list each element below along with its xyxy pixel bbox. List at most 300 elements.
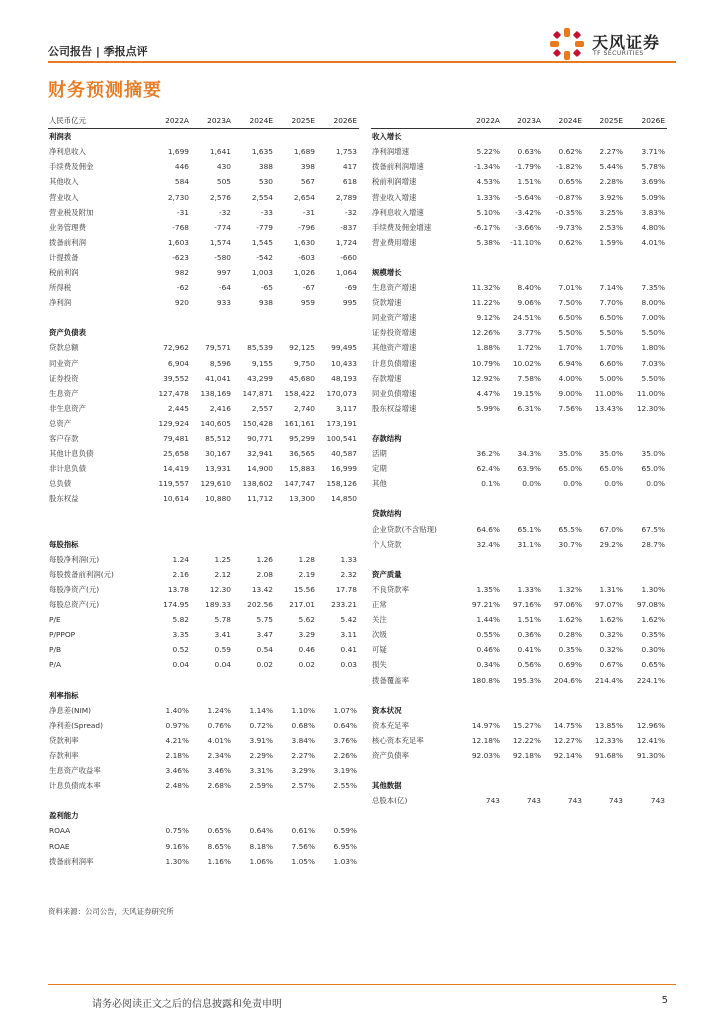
- cell-value: 13.43%: [594, 403, 623, 413]
- cell-value: 1,699: [167, 147, 189, 157]
- cell-value: 19.15%: [512, 388, 541, 398]
- cell-value: 9.12%: [476, 313, 500, 323]
- cell-value: -774: [214, 222, 231, 232]
- cell-value: 1,724: [335, 237, 357, 247]
- cell-value: 10,614: [163, 494, 189, 504]
- spacer: [371, 250, 667, 265]
- cell-value: 2.53%: [599, 222, 623, 232]
- page-number: 5: [661, 995, 668, 1006]
- table-row: [48, 416, 359, 431]
- cell-value: 3.46%: [165, 766, 189, 776]
- cell-value: -779: [256, 222, 273, 232]
- cell-value: 17.78: [335, 584, 357, 594]
- row-label: 营业税及附加: [49, 207, 94, 217]
- cell-value: 0.35%: [641, 630, 665, 640]
- cell-value: 1.31%: [599, 584, 623, 594]
- row-label: 总负债: [49, 479, 72, 489]
- table-row: [48, 461, 359, 476]
- cell-value: 140,605: [200, 418, 231, 428]
- table-row: [371, 582, 667, 597]
- cell-value: 6.95%: [333, 841, 357, 851]
- cell-value: 0.63%: [517, 147, 541, 157]
- cell-value: 4.21%: [165, 735, 189, 745]
- cell-value: 189.33: [205, 600, 231, 610]
- cell-value: 1.59%: [599, 237, 623, 247]
- row-label: 关注: [372, 615, 387, 625]
- cell-value: 0.68%: [291, 720, 315, 730]
- table-row: [371, 718, 667, 733]
- cell-value: 180.8%: [471, 675, 500, 685]
- cell-value: 10.79%: [471, 358, 500, 368]
- cell-value: 2,789: [335, 192, 357, 202]
- cell-value: 36,565: [289, 449, 315, 459]
- row-label: 计息负债增速: [372, 358, 417, 368]
- cell-value: 1.70%: [599, 343, 623, 353]
- cell-value: 446: [174, 162, 189, 172]
- section-heading: 收入增长: [372, 132, 402, 142]
- cell-value: 97.07%: [594, 600, 623, 610]
- row-label: 税前利润增速: [372, 177, 417, 187]
- cell-value: 48,193: [331, 373, 357, 383]
- spacer: [48, 310, 359, 325]
- table-row: [48, 552, 359, 567]
- row-label: 拨备前利润增速: [372, 162, 424, 172]
- cell-value: 2.26%: [333, 750, 357, 760]
- cell-value: 2,654: [293, 192, 315, 202]
- cell-value: 0.0%: [604, 479, 623, 489]
- cell-value: 72,962: [163, 343, 189, 353]
- cell-value: 0.76%: [207, 720, 231, 730]
- table-row: [371, 537, 667, 552]
- cell-value: 1.16%: [207, 856, 231, 866]
- cell-value: 138,169: [200, 388, 231, 398]
- table-row: [371, 446, 667, 461]
- table-row: [371, 295, 667, 310]
- cell-value: 1.62%: [558, 615, 582, 625]
- spacer-row: [48, 672, 359, 687]
- cell-value: 170,073: [326, 388, 357, 398]
- cell-value: 3.76%: [333, 735, 357, 745]
- cell-value: 99,495: [331, 343, 357, 353]
- cell-value: 1,603: [167, 237, 189, 247]
- table-row: [371, 672, 667, 687]
- cell-value: 5.50%: [641, 328, 665, 338]
- cell-value: 92.03%: [471, 750, 500, 760]
- cell-value: 4.53%: [476, 177, 500, 187]
- table-row: [48, 703, 359, 718]
- cell-value: 5.50%: [599, 328, 623, 338]
- cell-value: 0.65%: [207, 826, 231, 836]
- cell-value: 95,299: [289, 434, 315, 444]
- section-heading-row: [48, 537, 359, 552]
- header-year: 2022A: [461, 113, 502, 129]
- cell-value: 8.18%: [249, 841, 273, 851]
- cell-value: 12.18%: [471, 735, 500, 745]
- cell-value: -1.79%: [514, 162, 541, 172]
- cell-value: 214.4%: [594, 675, 623, 685]
- cell-value: 204.6%: [553, 675, 582, 685]
- cell-value: 12.92%: [471, 373, 500, 383]
- cell-value: 1.80%: [641, 343, 665, 353]
- section-heading: 其他数据: [372, 781, 402, 791]
- section-heading-row: [371, 129, 667, 145]
- row-label: 其他收入: [49, 177, 79, 187]
- table-row: [48, 627, 359, 642]
- cell-value: -11.10%: [510, 237, 541, 247]
- cell-value: 65.0%: [558, 464, 582, 474]
- cell-value: 36.2%: [476, 449, 500, 459]
- table-row: [371, 748, 667, 763]
- cell-value: 0.03: [340, 660, 357, 670]
- cell-value: 2,740: [293, 403, 315, 413]
- cell-value: 1,635: [251, 147, 273, 157]
- cell-value: 5.78%: [641, 162, 665, 172]
- cell-value: 1.28: [298, 554, 315, 564]
- table-row: [48, 642, 359, 657]
- cell-value: 92.14%: [553, 750, 582, 760]
- cell-value: 67.5%: [641, 524, 665, 534]
- row-label: 非计息负债: [49, 464, 86, 474]
- row-label: 营业费用增速: [372, 237, 417, 247]
- cell-value: 2.34%: [207, 750, 231, 760]
- cell-value: 0.34%: [476, 660, 500, 670]
- row-label: 同业资产增速: [372, 313, 417, 323]
- section-heading-row: [48, 129, 359, 145]
- cell-value: -623: [172, 252, 189, 262]
- section-heading-row: [371, 506, 667, 521]
- cell-value: 3.41: [214, 630, 231, 640]
- cell-value: 920: [174, 298, 189, 308]
- cell-value: 938: [258, 298, 273, 308]
- cell-value: 2.12: [214, 569, 231, 579]
- cell-value: 45,680: [289, 373, 315, 383]
- footer-divider: [48, 984, 676, 985]
- spacer-row: [371, 250, 667, 265]
- cell-value: 7.35%: [641, 283, 665, 293]
- cell-value: 14,419: [163, 464, 189, 474]
- table-row: [48, 823, 359, 838]
- cell-value: 11.32%: [471, 283, 500, 293]
- table-row: [371, 627, 667, 642]
- table-row: [371, 159, 667, 174]
- cell-value: 9,155: [251, 358, 273, 368]
- cell-value: 63.9%: [517, 464, 541, 474]
- cell-value: 2.57%: [291, 781, 315, 791]
- cell-value: 0.64%: [333, 720, 357, 730]
- cell-value: 127,478: [158, 388, 189, 398]
- cell-value: 1,753: [335, 147, 357, 157]
- cell-value: -768: [172, 222, 189, 232]
- cell-value: 1.62%: [599, 615, 623, 625]
- cell-value: -603: [298, 252, 315, 262]
- cell-value: 2.19: [298, 569, 315, 579]
- spacer-row: [371, 552, 667, 567]
- cell-value: 1.62%: [641, 615, 665, 625]
- cell-value: 1.40%: [165, 705, 189, 715]
- cell-value: 9.16%: [165, 841, 189, 851]
- table-row: [371, 220, 667, 235]
- cell-value: 11.00%: [594, 388, 623, 398]
- spacer: [48, 793, 359, 808]
- cell-value: 5.42: [340, 615, 357, 625]
- spacer: [371, 416, 667, 431]
- cell-value: 12.27%: [553, 735, 582, 745]
- table-row: [48, 431, 359, 446]
- cell-value: 1.25: [214, 554, 231, 564]
- cell-value: 1.51%: [517, 615, 541, 625]
- table-row: [48, 280, 359, 295]
- table-row: [371, 642, 667, 657]
- cell-value: 6.60%: [599, 358, 623, 368]
- cell-value: 129,610: [200, 479, 231, 489]
- cell-value: 2.27%: [599, 147, 623, 157]
- cell-value: 65.1%: [517, 524, 541, 534]
- cell-value: 25,658: [163, 449, 189, 459]
- cell-value: 15.27%: [512, 720, 541, 730]
- cell-value: 97.21%: [471, 600, 500, 610]
- cell-value: 0.1%: [481, 479, 500, 489]
- page-title: 财务预测摘要: [48, 80, 162, 101]
- table-row: [371, 205, 667, 220]
- header-year: 2024E: [233, 113, 275, 129]
- row-label: 个人贷款: [372, 539, 402, 549]
- table-row: [371, 325, 667, 340]
- cell-value: 0.04: [214, 660, 231, 670]
- row-label: 计提拨备: [49, 252, 79, 262]
- cell-value: 398: [300, 162, 315, 172]
- cell-value: 430: [216, 162, 231, 172]
- row-label: 税前利润: [49, 267, 79, 277]
- section-heading-row: [371, 265, 667, 280]
- table-row: [48, 778, 359, 793]
- cell-value: -796: [298, 222, 315, 232]
- table-row: [48, 491, 359, 506]
- row-label: 其他资产增速: [372, 343, 417, 353]
- table-row: [371, 597, 667, 612]
- table-row: [48, 733, 359, 748]
- cell-value: -33: [260, 207, 273, 217]
- table-row: [371, 657, 667, 672]
- table-row: [48, 401, 359, 416]
- cell-value: 2,576: [209, 192, 231, 202]
- cell-value: 6.94%: [558, 358, 582, 368]
- row-label: 客户存款: [49, 434, 79, 444]
- cell-value: 0.46%: [476, 645, 500, 655]
- table-row: [48, 567, 359, 582]
- header-label: [371, 113, 461, 129]
- row-label: 资本充足率: [372, 720, 409, 730]
- table-row: [48, 476, 359, 491]
- logo-text: 天风证券: [592, 33, 661, 52]
- cell-value: 1.72%: [517, 343, 541, 353]
- cell-value: 9,750: [293, 358, 315, 368]
- row-label: 证券投资增速: [372, 328, 417, 338]
- cell-value: 3.46%: [207, 766, 231, 776]
- cell-value: -837: [340, 222, 357, 232]
- header-year: 2023A: [502, 113, 543, 129]
- cell-value: 16,999: [331, 464, 357, 474]
- cell-value: 2.55%: [333, 781, 357, 791]
- section-heading: 资产负债表: [49, 328, 86, 338]
- table-row: [48, 597, 359, 612]
- cell-value: -0.87%: [555, 192, 582, 202]
- cell-value: -31: [176, 207, 189, 217]
- cell-value: 79,481: [163, 434, 189, 444]
- header-year: 2026E: [625, 113, 667, 129]
- source-note: 资料来源：公司公告，天风证券研究所: [48, 907, 174, 916]
- cell-value: 65.0%: [599, 464, 623, 474]
- cell-value: 1.06%: [249, 856, 273, 866]
- cell-value: -32: [218, 207, 231, 217]
- cell-value: 530: [258, 177, 273, 187]
- cell-value: 1,026: [293, 267, 315, 277]
- cell-value: 7.00%: [641, 313, 665, 323]
- table-row: [48, 371, 359, 386]
- cell-value: -0.35%: [555, 207, 582, 217]
- cell-value: 1.35%: [476, 584, 500, 594]
- table-row: [371, 189, 667, 204]
- cell-value: 3.29: [298, 630, 315, 640]
- cell-value: 3.92%: [599, 192, 623, 202]
- row-label: 营业收入: [49, 192, 79, 202]
- cell-value: 959: [300, 298, 315, 308]
- cell-value: 5.78: [214, 615, 231, 625]
- cell-value: 3.29%: [291, 766, 315, 776]
- cell-value: 24.51%: [512, 313, 541, 323]
- row-label: 业务管理费: [49, 222, 86, 232]
- row-label: P/B: [49, 645, 62, 655]
- cell-value: 138,602: [242, 479, 273, 489]
- cell-value: 5.99%: [476, 403, 500, 413]
- cell-value: 11.00%: [636, 388, 665, 398]
- spacer-row: [371, 688, 667, 703]
- cell-value: 1.07%: [333, 705, 357, 715]
- row-label: 股东权益增速: [372, 403, 417, 413]
- table-row: [48, 386, 359, 401]
- cell-value: 5.62: [298, 615, 315, 625]
- cell-value: 7.50%: [558, 298, 582, 308]
- cell-value: 3.31%: [249, 766, 273, 776]
- table-row: [48, 340, 359, 355]
- cell-value: 12.26%: [471, 328, 500, 338]
- cell-value: -67: [302, 283, 315, 293]
- section-heading: 资本状况: [372, 705, 402, 715]
- cell-value: 4.80%: [641, 222, 665, 232]
- company-logo: [536, 24, 696, 64]
- cell-value: 2.16: [172, 569, 189, 579]
- cell-value: 1.32%: [558, 584, 582, 594]
- cell-value: 0.75%: [165, 826, 189, 836]
- cell-value: 743: [650, 796, 665, 806]
- table-row: [48, 174, 359, 189]
- row-label: 拨备前利润: [49, 237, 86, 247]
- cell-value: 0.35%: [558, 645, 582, 655]
- cell-value: 0.30%: [641, 645, 665, 655]
- header-year: 2024E: [543, 113, 584, 129]
- section-heading: 盈利能力: [49, 811, 79, 821]
- cell-value: 14.75%: [553, 720, 582, 730]
- cell-value: -9.73%: [555, 222, 582, 232]
- cell-value: 5.44%: [599, 162, 623, 172]
- cell-value: 2,416: [209, 403, 231, 413]
- cell-value: 1,545: [251, 237, 273, 247]
- cell-value: 1.05%: [291, 856, 315, 866]
- cell-value: 0.36%: [517, 630, 541, 640]
- table-row: [371, 356, 667, 371]
- cell-value: 15,883: [289, 464, 315, 474]
- row-label: ROAA: [49, 826, 71, 836]
- cell-value: 1,574: [209, 237, 231, 247]
- spacer-row: [371, 491, 667, 506]
- cell-value: 7.70%: [599, 298, 623, 308]
- row-label: 其他: [372, 479, 387, 489]
- table-row: [48, 763, 359, 778]
- cell-value: 1,630: [293, 237, 315, 247]
- spacer-row: [48, 310, 359, 325]
- spacer-row: [48, 506, 359, 521]
- cell-value: 0.55%: [476, 630, 500, 640]
- cell-value: 505: [216, 177, 231, 187]
- row-label: 活期: [372, 449, 387, 459]
- table-header-row: [371, 113, 667, 129]
- spacer: [48, 506, 359, 521]
- row-label: 净利息收入增速: [372, 207, 424, 217]
- table-row: [371, 386, 667, 401]
- table-row: [48, 189, 359, 204]
- financial-forecast-table-right: [371, 113, 667, 808]
- cell-value: 28.7%: [641, 539, 665, 549]
- cell-value: 1.70%: [558, 343, 582, 353]
- spacer: [48, 522, 359, 537]
- cell-value: 2.29%: [249, 750, 273, 760]
- header-year: 2022A: [150, 113, 191, 129]
- cell-value: 2,557: [251, 403, 273, 413]
- cell-value: -69: [344, 283, 357, 293]
- cell-value: 995: [342, 298, 357, 308]
- cell-value: 5.00%: [599, 373, 623, 383]
- cell-value: 13.85%: [594, 720, 623, 730]
- cell-value: 3.84%: [291, 735, 315, 745]
- cell-value: 65.0%: [641, 464, 665, 474]
- table-row: [48, 657, 359, 672]
- header-year: 2023A: [191, 113, 233, 129]
- cell-value: 0.28%: [558, 630, 582, 640]
- row-label: 损失: [372, 660, 387, 670]
- row-label: 净息差(NIM): [49, 705, 92, 715]
- cell-value: 7.56%: [558, 403, 582, 413]
- cell-value: 1,064: [335, 267, 357, 277]
- cell-value: 161,161: [284, 418, 315, 428]
- cell-value: 3.19%: [333, 766, 357, 776]
- financial-forecast-table-left: [48, 113, 359, 869]
- row-label: 股东权益: [49, 494, 79, 504]
- cell-value: 158,422: [284, 388, 315, 398]
- spacer-row: [48, 793, 359, 808]
- table-row: [48, 235, 359, 250]
- cell-value: 3.71%: [641, 147, 665, 157]
- cell-value: 0.65%: [641, 660, 665, 670]
- cell-value: 4.01%: [207, 735, 231, 745]
- spacer: [371, 552, 667, 567]
- cell-value: 29.2%: [599, 539, 623, 549]
- cell-value: 0.65%: [558, 177, 582, 187]
- spacer: [371, 763, 667, 778]
- section-heading: 规模增长: [372, 267, 402, 277]
- cell-value: 40,587: [331, 449, 357, 459]
- cell-value: 85,539: [247, 343, 273, 353]
- cell-value: 79,571: [205, 343, 231, 353]
- cell-value: 1,003: [251, 267, 273, 277]
